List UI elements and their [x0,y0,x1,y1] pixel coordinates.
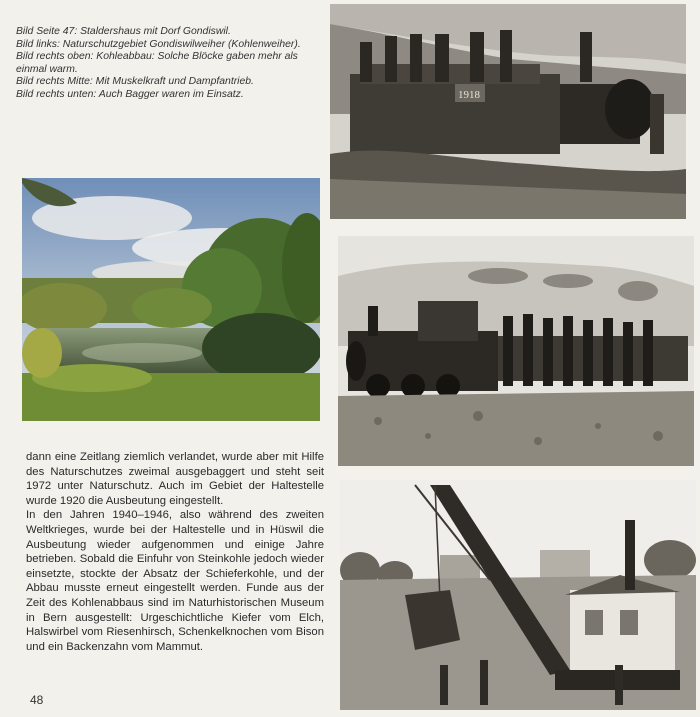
excavator-photo [340,480,696,710]
pond-landscape-photo [22,178,320,421]
carved-year-text: 1918 [458,89,480,101]
body-paragraph: In den Jahren 1940–1946, also während des zweiten Weltkrieges, wurde bei der Haltestelle und in Hüswil die Ausbeutung wieder aufgenommen und einige Jahre betrieben. Sobald die Einfuhr von Steinkohle jedoch wieder einsetzte, stockte der Absatz der Schieferkohle, und der Abbau musste erneut eingestellt werden. Funde aus der Zeit des Kohlenabbaus sind im Naturhistorischen Museum in Bern ausgestellt: Urgeschichtliche Kiefer vom Elch, Halswirbel vom Riesenhirsch, Schenkelknochen vom Bison und ein Backenzahn vom Mammut. [26,509,324,653]
photo-captions [16,26,306,102]
steam-train-photo [338,236,694,466]
caption-line: Bild rechts unten: Auch Bagger waren im Einsatz. [16,88,244,100]
caption-line: Bild rechts Mitte: Mit Muskelkraft und Dampfantrieb. [16,76,254,88]
page-number: 48 [30,693,44,707]
body-paragraph: dann eine Zeitlang ziemlich verlandet, wurde aber mit Hilfe des Naturschutzes zweimal ausgebaggert und steht seit 1972 unter Naturschutz. Auch im Gebiet der Haltestelle wurde 1920 die Ausbeutung eingestellt. [26,451,324,507]
coal-mining-photo [330,4,686,219]
caption-line: Bild Seite 47: Staldershaus mit Dorf Gondiswil. [16,26,231,37]
body-text [26,450,324,654]
caption-line: Bild rechts oben: Kohleabbau: Solche Blöcke gaben mehr als einmal warm. [16,51,298,75]
caption-line: Bild links: Naturschutzgebiet Gondiswilweiher (Kohlenweiher). [16,38,301,50]
